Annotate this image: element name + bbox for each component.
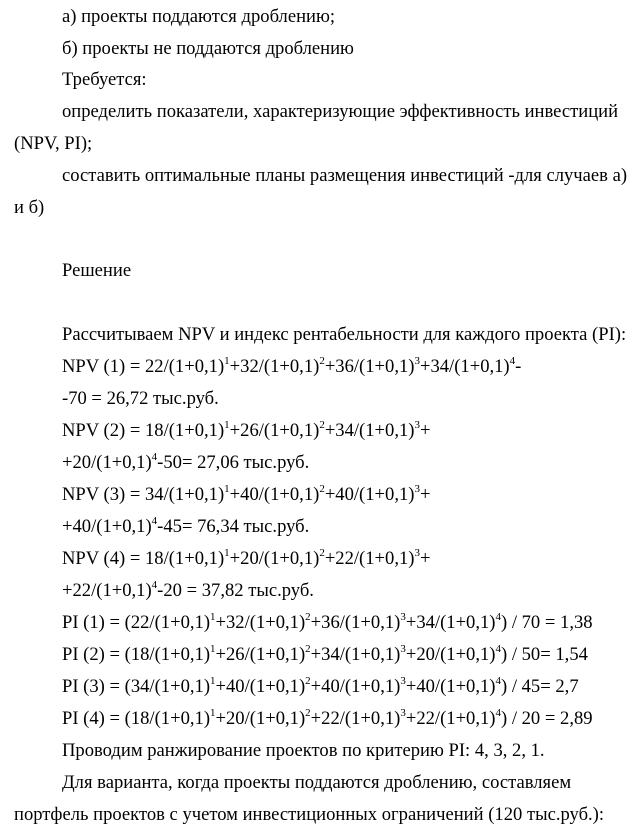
- pi2-term2: +26/(1+0,1): [215, 644, 306, 665]
- pi3-result: ) / 45= 2,7: [500, 676, 579, 697]
- exponent: 2: [319, 483, 325, 495]
- pi3-term1: PI (3) = (34/(1+0,1): [62, 676, 211, 697]
- exponent: 1: [210, 643, 216, 655]
- ranking-text: Проводим ранжирование проектов по критерию PI: 4, 3, 2, 1.: [62, 740, 545, 761]
- npv2-formula-line1: [62, 420, 430, 442]
- exponent: 3: [400, 675, 406, 687]
- npv4-formula-line2: [62, 580, 314, 602]
- exponent: 3: [400, 643, 406, 655]
- exponent: 2: [319, 419, 325, 431]
- portfolio-line1: Для варианта, когда проекты поддаются дроблению, составляем: [62, 772, 572, 793]
- npv1-tail: -: [515, 356, 522, 377]
- exponent: 2: [305, 707, 311, 719]
- case-b-text: б) проекты не поддаются дроблению: [62, 38, 354, 59]
- exponent: 1: [224, 547, 230, 559]
- npv1-term3: +36/(1+0,1): [324, 356, 415, 377]
- npv3-term4: +40/(1+0,1): [62, 516, 152, 537]
- npv3-term1: NPV (3) = 34/(1+0,1): [62, 484, 225, 505]
- pi2-term3: +34/(1+0,1): [310, 644, 401, 665]
- pi3-formula: [62, 676, 579, 698]
- npv1-term2: +32/(1+0,1): [229, 356, 320, 377]
- npv1-term1: NPV (1) = 22/(1+0,1): [62, 356, 225, 377]
- pi4-term2: +20/(1+0,1): [215, 708, 306, 729]
- exponent: 3: [400, 707, 406, 719]
- pi2-term4: +20/(1+0,1): [405, 644, 496, 665]
- exponent: 4: [495, 707, 501, 719]
- exponent: 4: [151, 515, 158, 527]
- required-label: Требуется:: [62, 69, 147, 90]
- task2-line1: составить оптимальные планы размещения инвестиций -для случаев а): [62, 165, 628, 186]
- npv4-result: -20 = 37,82 тыс.руб.: [157, 580, 314, 601]
- npv2-term3: +34/(1+0,1): [324, 420, 415, 441]
- pi1-formula: [62, 612, 593, 634]
- exponent: 2: [319, 355, 325, 367]
- pi4-formula: [62, 708, 593, 730]
- npv4-term3: +22/(1+0,1): [324, 548, 415, 569]
- exponent: 3: [400, 611, 406, 623]
- npv3-result: -45= 76,34 тыс.руб.: [157, 516, 310, 537]
- npv4-term1: NPV (4) = 18/(1+0,1): [62, 548, 225, 569]
- npv4-formula-line1: [62, 548, 430, 570]
- npv3-term3: +40/(1+0,1): [324, 484, 415, 505]
- npv1-formula-line1: [62, 356, 521, 378]
- npv2-term1: NPV (2) = 18/(1+0,1): [62, 420, 225, 441]
- exponent: 2: [305, 675, 311, 687]
- npv1-term4: +34/(1+0,1): [419, 356, 510, 377]
- npv2-term4: +20/(1+0,1): [62, 452, 152, 473]
- exponent: 4: [495, 643, 501, 655]
- npv4-term2: +20/(1+0,1): [229, 548, 320, 569]
- pi3-term3: +40/(1+0,1): [310, 676, 401, 697]
- exponent: 1: [224, 483, 230, 495]
- npv1-formula-line2: -70 = 26,72 тыс.руб.: [62, 388, 219, 409]
- pi1-result: ) / 70 = 1,38: [500, 612, 593, 633]
- task1-line1: определить показатели, характеризующие эффективность инвестиций: [62, 101, 619, 122]
- pi3-term4: +40/(1+0,1): [405, 676, 496, 697]
- npv2-tail: +: [419, 420, 431, 441]
- exponent: 4: [495, 611, 501, 623]
- exponent: 1: [224, 355, 230, 367]
- exponent: 4: [509, 355, 516, 367]
- pi4-term1: PI (4) = (18/(1+0,1): [62, 708, 211, 729]
- solution-heading: Решение: [62, 260, 132, 281]
- npv3-term2: +40/(1+0,1): [229, 484, 320, 505]
- exponent: 2: [305, 643, 311, 655]
- portfolio-line2: портфель проектов с учетом инвестиционных ограничений (120 тыс.руб.):: [14, 804, 605, 825]
- exponent: 1: [210, 611, 216, 623]
- exponent: 1: [210, 707, 216, 719]
- task1-line2: (NPV, PI);: [14, 133, 93, 154]
- exponent: 3: [414, 355, 420, 367]
- npv2-formula-line2: [62, 452, 309, 474]
- exponent: 1: [210, 675, 216, 687]
- task2-line2: и б): [14, 197, 45, 218]
- pi2-result: ) / 50= 1,54: [500, 644, 588, 665]
- exponent: 4: [495, 675, 501, 687]
- pi4-term4: +22/(1+0,1): [405, 708, 496, 729]
- exponent: 3: [414, 483, 420, 495]
- exponent: 3: [414, 419, 420, 431]
- case-a-text: а) проекты поддаются дроблению;: [62, 6, 336, 27]
- npv4-tail: +: [419, 548, 431, 569]
- exponent: 2: [319, 547, 325, 559]
- exponent: 4: [151, 579, 158, 591]
- pi1-term1: PI (1) = (22/(1+0,1): [62, 612, 211, 633]
- pi3-term2: +40/(1+0,1): [215, 676, 306, 697]
- npv3-formula-line1: [62, 484, 430, 506]
- pi1-term3: +36/(1+0,1): [310, 612, 401, 633]
- pi1-term2: +32/(1+0,1): [215, 612, 306, 633]
- exponent: 3: [414, 547, 420, 559]
- npv4-term4: +22/(1+0,1): [62, 580, 152, 601]
- pi2-term1: PI (2) = (18/(1+0,1): [62, 644, 211, 665]
- npv2-term2: +26/(1+0,1): [229, 420, 320, 441]
- pi1-term4: +34/(1+0,1): [405, 612, 496, 633]
- npv3-tail: +: [419, 484, 431, 505]
- intro-text: Рассчитываем NPV и индекс рентабельности для каждого проекта (PI):: [62, 324, 627, 345]
- npv3-formula-line2: [62, 516, 309, 538]
- pi4-result: ) / 20 = 2,89: [500, 708, 593, 729]
- pi2-formula: [62, 644, 588, 666]
- exponent: 4: [151, 451, 158, 463]
- pi4-term3: +22/(1+0,1): [310, 708, 401, 729]
- npv2-result: -50= 27,06 тыс.руб.: [157, 452, 310, 473]
- exponent: 2: [305, 611, 311, 623]
- exponent: 1: [224, 419, 230, 431]
